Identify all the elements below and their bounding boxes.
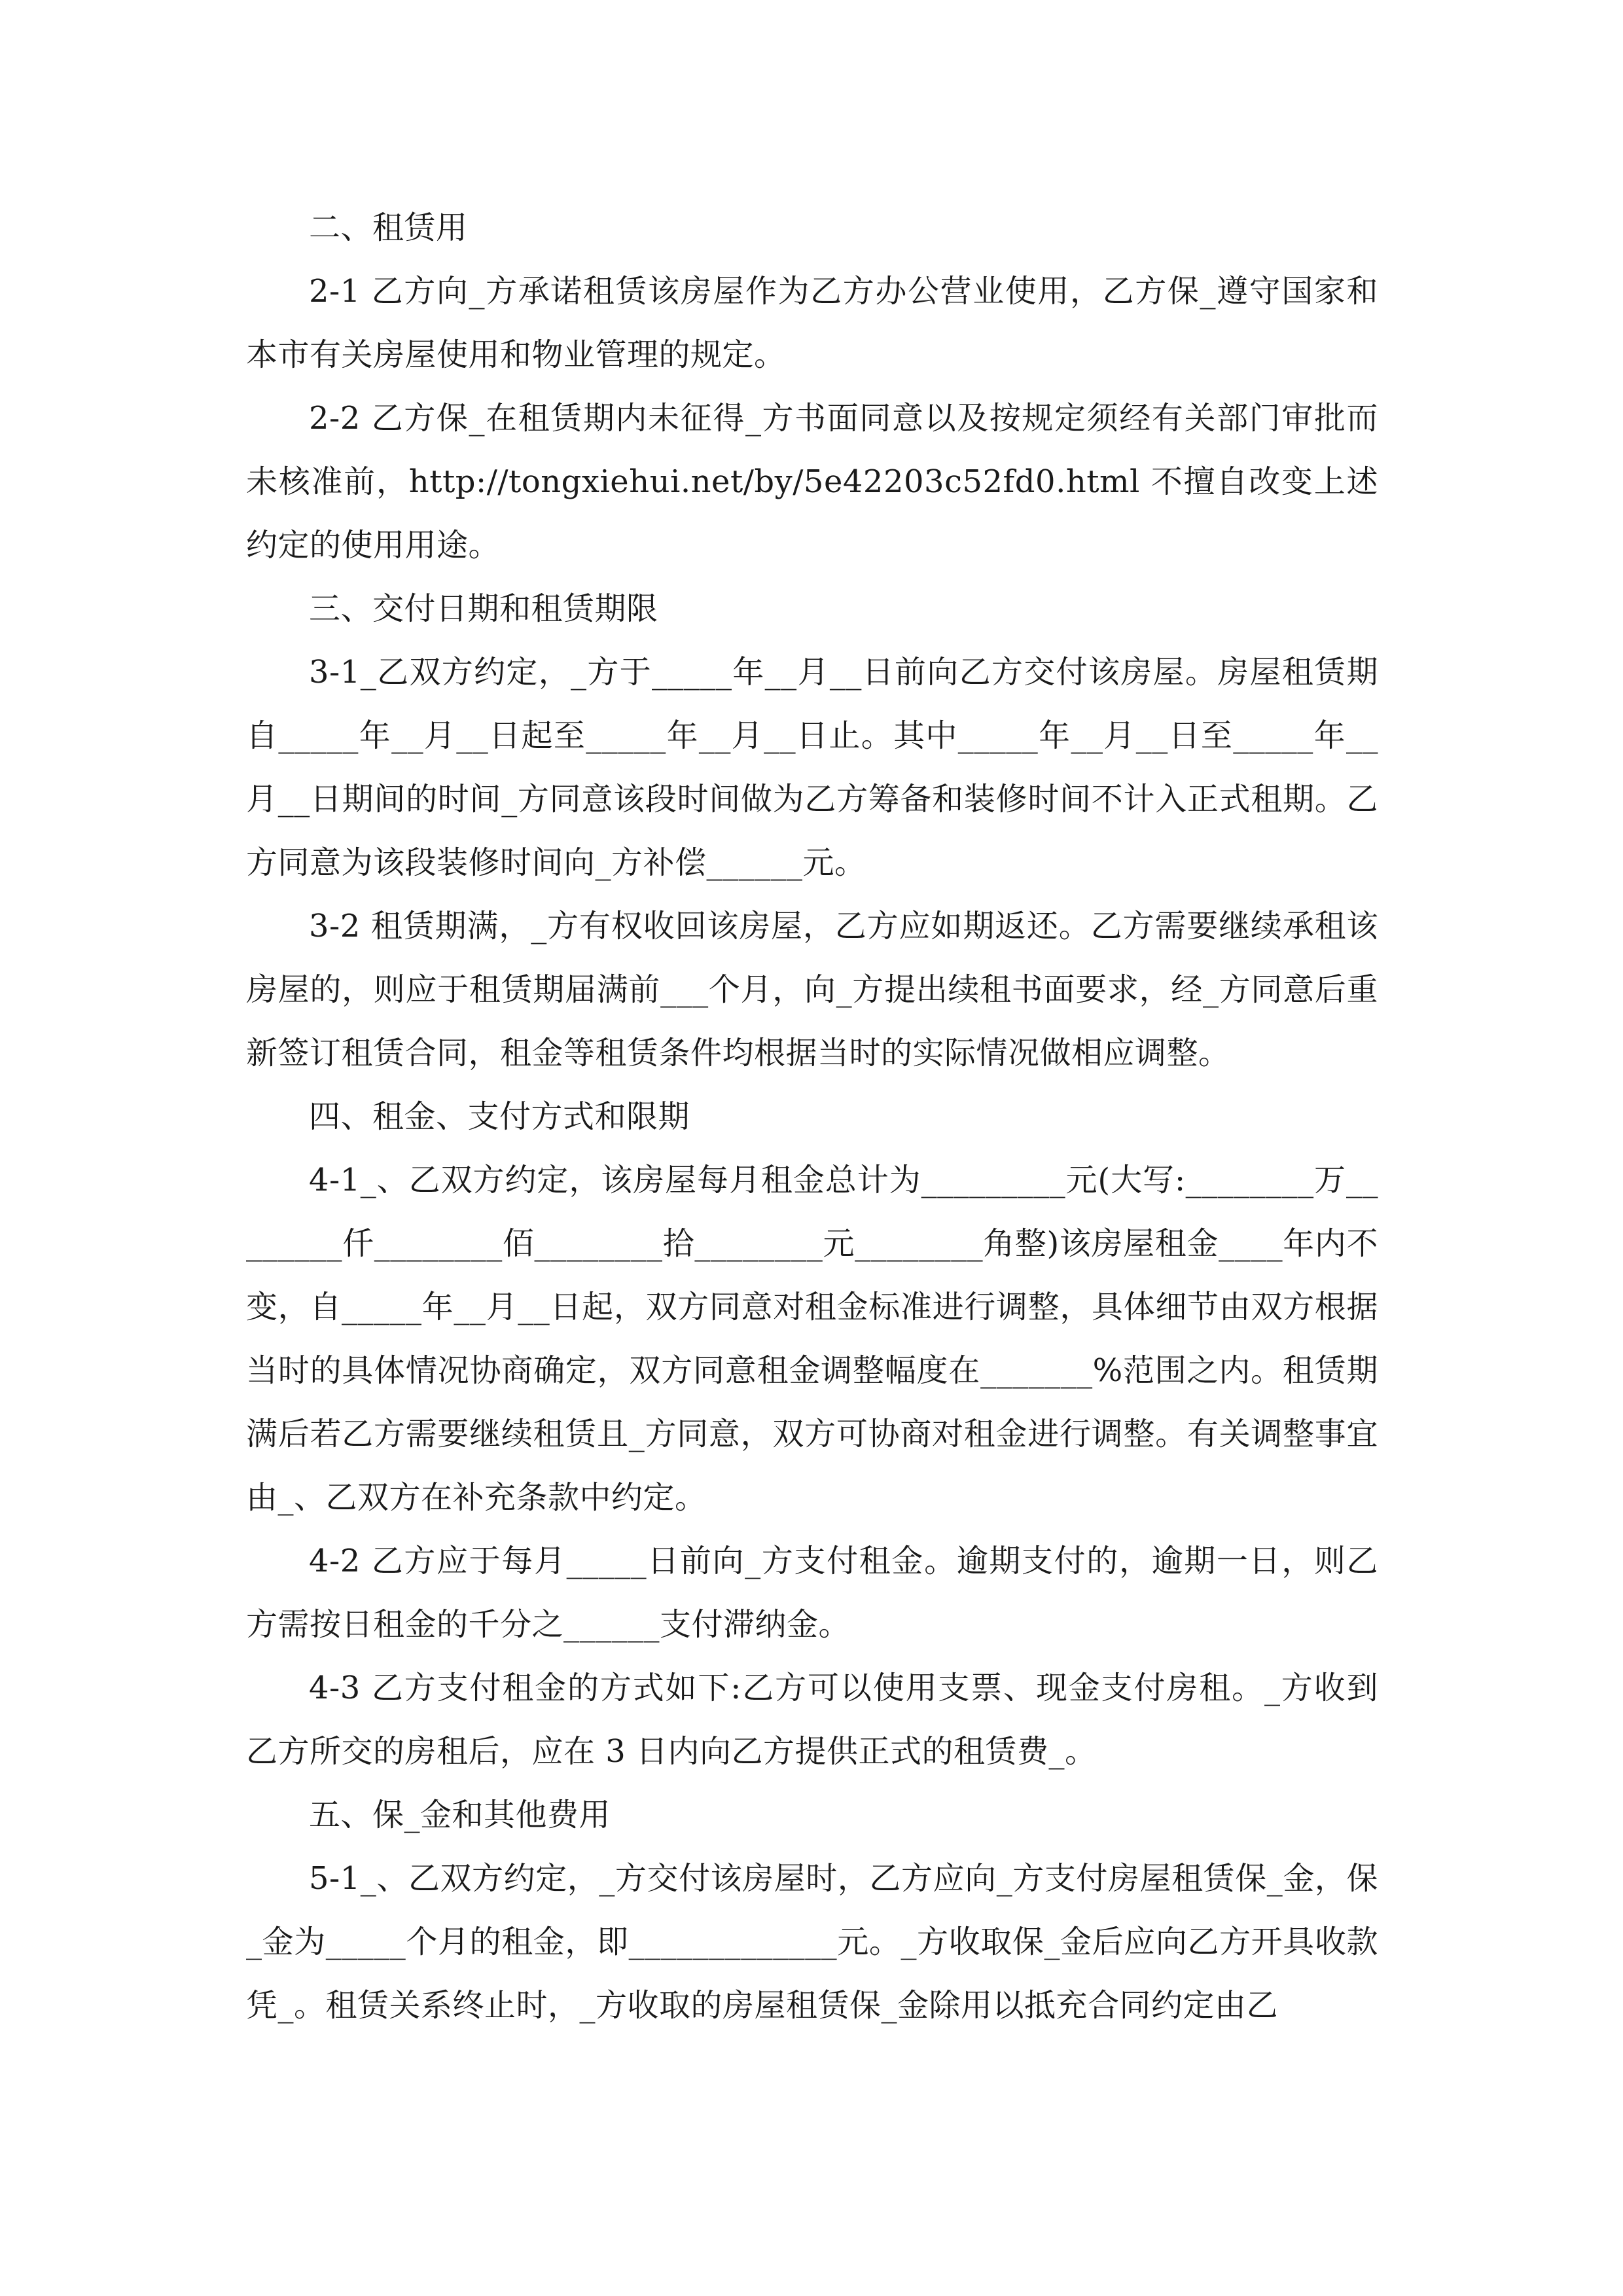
clause-2-1: 2-1 乙方向_方承诺租赁该房屋作为乙方办公营业使用，乙方保_遵守国家和本市有关房屋使用和物业管理的规定。 xyxy=(246,273,1378,373)
clause-5-1: 5-1_、乙双方约定，_方交付该房屋时，乙方应向_方支付房屋租赁保_金，保_金为_____个月的租金，即_____________元。_方收取保_金后应向乙方开具收款凭_。租赁关系终止时，_方收取的房屋租赁保_金除用以抵充合同约定由乙 xyxy=(246,1860,1378,2024)
clause-4-2: 4-2 乙方应于每月_____日前向_方支付租金。逾期支付的，逾期一日，则乙方需按日租金的千分之______支付滞纳金。 xyxy=(246,1543,1378,1643)
clause-4-3: 4-3 乙方支付租金的方式如下:乙方可以使用支票、现金支付房租。_方收到乙方所交的房租后，应在 3 日内向乙方提供正式的租赁费_。 xyxy=(246,1670,1378,1770)
document-body xyxy=(246,196,1378,2037)
clause-3-1: 3-1_乙双方约定，_方于_____年__月__日前向乙方交付该房屋。房屋租赁期自_____年__月__日起至_____年__月__日止。其中_____年__月__日至_____年__月__日期间的时间_方同意该段时间做为乙方筹备和装修时间不计入正式租期。乙方同意为该段装修时间向_方补偿______元。 xyxy=(246,654,1378,881)
section-heading-4: 四、租金、支付方式和限期 xyxy=(309,1098,690,1135)
clause-2-2: 2-2 乙方保_在租赁期内未征得_方书面同意以及按规定须经有关部门审批而未核准前，http://tongxiehui.net/by/5e42203c52fd0.html 不擅自改变上述约定的使用用途。 xyxy=(246,400,1378,564)
clause-4-1: 4-1_、乙双方约定，该房屋每月租金总计为_________元(大写:________万________仟________佰________拾________元________角整)该房屋租金____年内不变，自_____年__月__日起，双方同意对租金标准进行调整，具体细节由双方根据当时的具体情况协商确定，双方同意租金调整幅度在_______%范围之内。租赁期满后若乙方需要继续租赁且_方同意，双方可协商对租金进行调整。有关调整事宜由_、乙双方在补充条款中约定。 xyxy=(246,1162,1378,1516)
section-heading-3: 三、交付日期和租赁期限 xyxy=(309,590,658,627)
section-heading-5: 五、保_金和其他费用 xyxy=(309,1797,611,1833)
clause-3-2: 3-2 租赁期满，_方有权收回该房屋，乙方应如期返还。乙方需要继续承租该房屋的，则应于租赁期届满前___个月，向_方提出续租书面要求，经_方同意后重新签订租赁合同，租金等租赁条件均根据当时的实际情况做相应调整。 xyxy=(246,908,1378,1071)
section-heading-2: 二、租赁用 xyxy=(309,209,468,246)
